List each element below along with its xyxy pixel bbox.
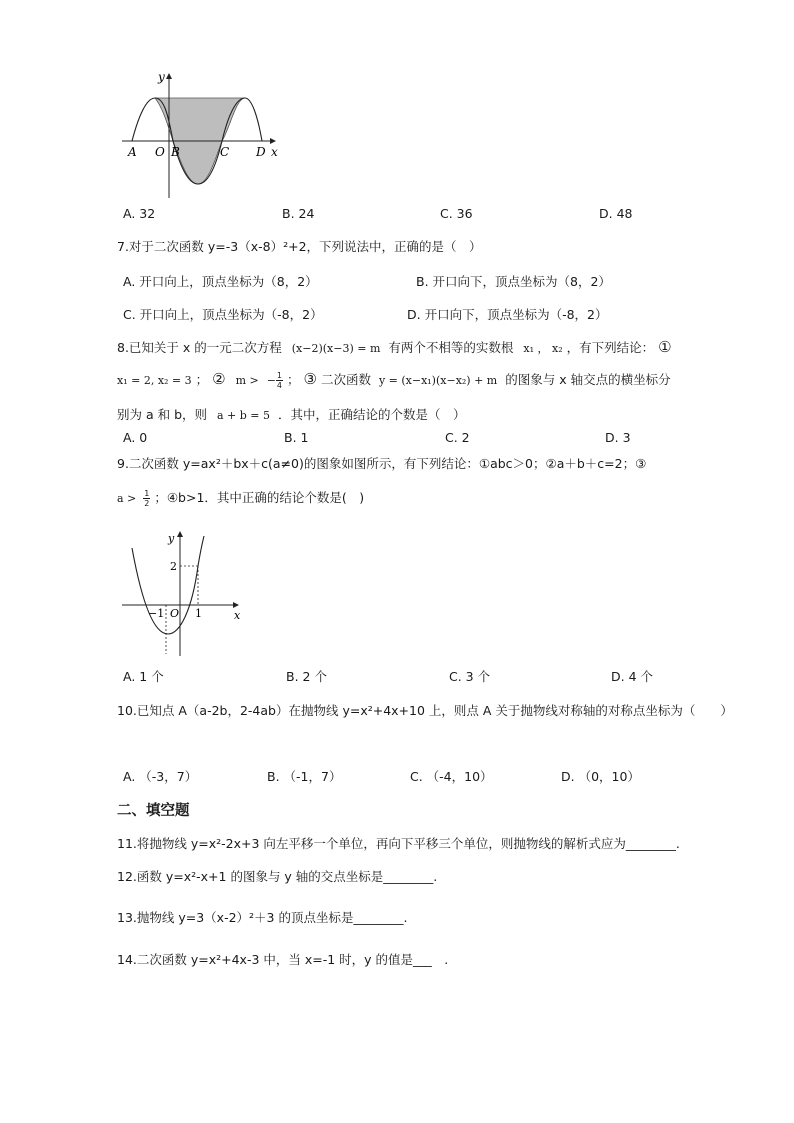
q10-option-d[interactable]: D. （0，10） bbox=[561, 769, 640, 784]
circled-3: ③ bbox=[303, 370, 317, 388]
q8-roots: x₁ ， x₂ bbox=[523, 342, 563, 355]
q7-stem: 7.对于二次函数 y=-3（x-8）²+2，下列说法中，正确的是（ ） bbox=[117, 239, 482, 254]
q8-text-3a: 别为 a 和 b，则 bbox=[117, 407, 208, 422]
q7-option-b[interactable]: B. 开口向下，顶点坐标为（8，2） bbox=[416, 274, 611, 289]
q9-frac-den: 2 bbox=[144, 499, 150, 508]
q8-option-a[interactable]: A. 0 bbox=[123, 430, 148, 445]
q10-option-a[interactable]: A. （-3，7） bbox=[123, 769, 198, 784]
q8-sep-2: ； bbox=[287, 372, 300, 387]
q10-option-c[interactable]: C. （-4，10） bbox=[410, 769, 493, 784]
q7-option-a[interactable]: A. 开口向上，顶点坐标为（8，2） bbox=[123, 274, 318, 289]
section-title: 二、填空题 bbox=[117, 803, 190, 819]
q8-text-1a: 8.已知关于 x 的一元二次方程 bbox=[117, 340, 282, 355]
q9-option-c[interactable]: C. 3 个 bbox=[449, 669, 491, 684]
y-axis-arrow bbox=[177, 531, 183, 537]
label-one: 1 bbox=[195, 607, 202, 620]
circled-2: ② bbox=[212, 370, 226, 388]
label-y: y bbox=[168, 532, 175, 545]
q9-option-b[interactable]: B. 2 个 bbox=[286, 669, 327, 684]
q9-option-d[interactable]: D. 4 个 bbox=[611, 669, 653, 684]
q8-equation: (x−2)(x−3) = m bbox=[291, 342, 381, 355]
y-axis-arrow bbox=[166, 73, 172, 79]
q11-stem: 11.将抛物线 y=x²-2x+3 向左平移一个单位，再向下平移三个单位，则抛物线的解析式应为________. bbox=[117, 836, 680, 851]
q10-option-b[interactable]: B. （-1，7） bbox=[267, 769, 342, 784]
q6-option-a[interactable]: A. 32 bbox=[123, 206, 156, 221]
q8-text-3b: ．其中，正确结论的个数是（ ） bbox=[278, 407, 466, 422]
q8-option-b[interactable]: B. 1 bbox=[284, 430, 309, 445]
q8-option-d[interactable]: D. 3 bbox=[605, 430, 631, 445]
q8-line-3 bbox=[117, 405, 466, 423]
q12-stem: 12.函数 y=x²-x+1 的图象与 y 轴的交点坐标是________. bbox=[117, 869, 438, 884]
parabola-curve bbox=[132, 536, 204, 634]
q6-option-d[interactable]: D. 48 bbox=[599, 206, 633, 221]
label-x: x bbox=[271, 145, 278, 159]
q8-text-1b: 有两个不相等的实数根 bbox=[388, 340, 514, 355]
x-axis-arrow bbox=[233, 602, 239, 608]
figure-parabola bbox=[118, 528, 248, 658]
q8-text-2a: 二次函数 bbox=[320, 372, 371, 387]
label-y: y bbox=[158, 70, 165, 84]
q13-stem: 13.抛物线 y=3（x-2）²＋3 的顶点坐标是________. bbox=[117, 910, 408, 925]
q8-frac-sign: − bbox=[266, 374, 276, 387]
label-D: D bbox=[256, 145, 266, 159]
q8-frac-den: 4 bbox=[276, 381, 283, 390]
q9-text-2b: ；④b>1．其中正确的结论个数是( ) bbox=[154, 490, 365, 505]
label-two: 2 bbox=[170, 560, 177, 573]
label-neg-one: −1 bbox=[148, 607, 165, 620]
q9-frac-num: 1 bbox=[144, 489, 150, 498]
q9-a-gt: a > bbox=[117, 492, 137, 505]
q9-option-a[interactable]: A. 1 个 bbox=[123, 669, 164, 684]
label-C: C bbox=[220, 145, 230, 159]
label-A: A bbox=[128, 145, 137, 159]
q10-stem: 10.已知点 A（a-2b，2-4ab）在抛物线 y=x²+4x+10 上，则点 A 关于抛物线对称轴的对称点坐标为（ ） bbox=[117, 703, 733, 718]
q8-fraction bbox=[276, 371, 283, 390]
q8-line-2 bbox=[117, 370, 671, 390]
q8-sum: a + b = 5 bbox=[217, 409, 271, 422]
q9-line-2 bbox=[117, 488, 364, 508]
q6-option-c[interactable]: C. 36 bbox=[440, 206, 473, 221]
q7-option-c[interactable]: C. 开口向上，顶点坐标为（-8，2） bbox=[123, 307, 323, 322]
label-B: B bbox=[171, 145, 180, 159]
q14-stem: 14.二次函数 y=x²+4x-3 中，当 x=-1 时，y 的值是___ . bbox=[117, 952, 449, 967]
q8-option-c[interactable]: C. 2 bbox=[445, 430, 470, 445]
q8-roots-value: x₁ = 2, x₂ = 3 bbox=[117, 374, 192, 387]
q7-option-d[interactable]: D. 开口向下，顶点坐标为（-8，2） bbox=[407, 307, 608, 322]
q8-text-2b: 的图象与 x 轴交点的横坐标分 bbox=[505, 372, 671, 387]
q9-line-1: 9.二次函数 y=ax²＋bx＋c(a≠0)的图象如图所示，有下列结论：①abc＞0；②a＋b＋c=2；③ bbox=[117, 456, 647, 471]
q8-sep-1: ； bbox=[195, 372, 209, 387]
q9-fraction bbox=[143, 489, 150, 508]
q6-option-b[interactable]: B. 24 bbox=[282, 206, 315, 221]
q8-text-1c: ，有下列结论： bbox=[566, 340, 655, 355]
figure-shaded-curve bbox=[118, 68, 288, 200]
label-x: x bbox=[234, 609, 241, 622]
q8-frac-num: 1 bbox=[276, 371, 283, 380]
circled-1: ① bbox=[658, 338, 672, 356]
label-O: O bbox=[155, 145, 165, 159]
x-axis-arrow bbox=[270, 138, 276, 144]
label-O: O bbox=[170, 607, 180, 620]
q8-function: y = (x−x₁)(x−x₂) + m bbox=[378, 374, 498, 387]
q8-m-gt: m > bbox=[235, 374, 259, 387]
q8-line-1 bbox=[117, 338, 672, 356]
